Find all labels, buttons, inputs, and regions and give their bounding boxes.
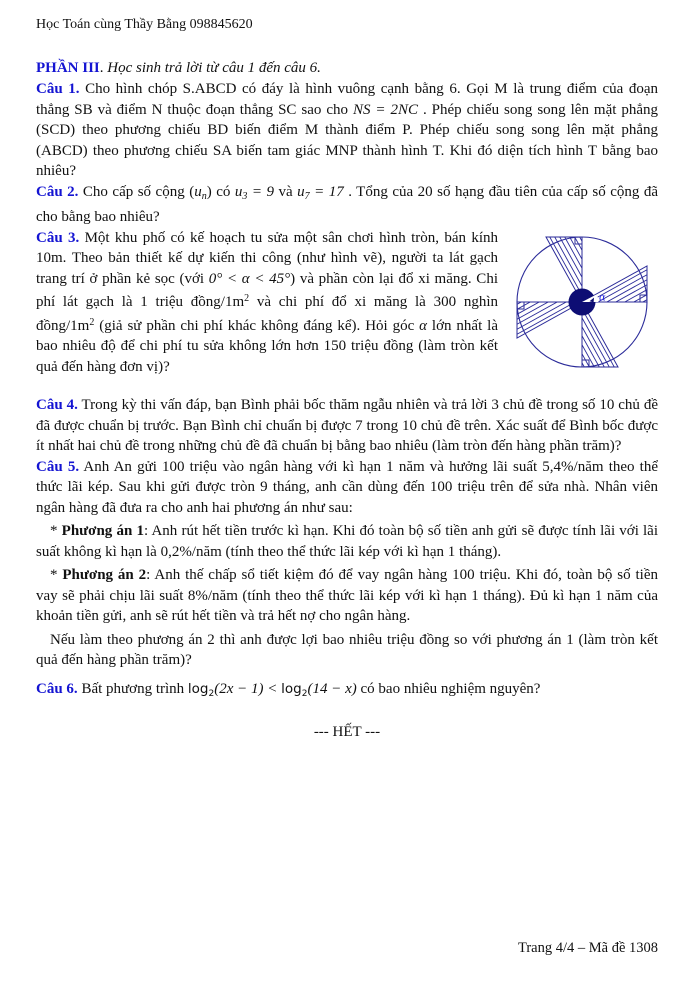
question-6 bbox=[36, 679, 658, 705]
u3-value: = 9 bbox=[247, 183, 274, 200]
question-3-text-3: và chi phí đổ xi măng là 300 nghìn đồng/1m bbox=[36, 294, 499, 334]
option-2-name: Phương án 2 bbox=[62, 567, 147, 583]
question-3-text: Một khu phố có kế hoạch tu sửa một sân chơi hình tròn, bán kính 10m. Theo bản thiết kế dự kiến thi công (như hình vẽ), người ta lát gạch trang trí ở phần kẻ sọc (với bbox=[36, 229, 498, 287]
question-2-text-3: và bbox=[273, 183, 298, 200]
square-meter-sup-2: 2 bbox=[89, 316, 95, 328]
question-3-text-2: ) và phần còn lại đổ xi măng. Chi phí lát gạch là 1 triệu đồng/1m bbox=[36, 270, 498, 310]
end-of-exam-marker bbox=[36, 722, 658, 743]
playground-circle-diagram bbox=[506, 228, 658, 378]
u3-subscript: 3 bbox=[242, 190, 248, 202]
end-text: --- HẾT --- bbox=[313, 724, 381, 740]
question-5-conclusion-text: Nếu làm theo phương án 2 thì anh được lợi bao nhiêu triệu đồng so với phương án 1 (làm tròn kết quả đến hàng phần trăm)? bbox=[36, 631, 658, 668]
question-2-label: Câu 2. bbox=[36, 183, 79, 200]
question-5-option-2 bbox=[36, 565, 658, 627]
question-5-intro: Anh An gửi 100 triệu vào ngân hàng với kì hạn 1 năm và hưởng lãi suất 5,4%/năm theo thể thức lãi kép. Sau khi gửi được tròn 9 tháng, anh cần dùng đến 100 triệu trên để sửa nhà. Nhân viên ngân hàng đã đưa ra cho anh hai phương án như sau: bbox=[36, 458, 658, 516]
question-5-conclusion bbox=[36, 630, 658, 671]
alpha-symbol: α bbox=[419, 317, 428, 334]
question-5 bbox=[36, 457, 658, 519]
alpha-label: α bbox=[599, 292, 606, 303]
part-title bbox=[36, 58, 658, 79]
option-1-bullet: * bbox=[50, 523, 62, 539]
page-number-info: Trang 4/4 – Mã đề 1308 bbox=[517, 940, 658, 956]
u7-variable: u bbox=[297, 183, 305, 200]
question-5-label: Câu 5. bbox=[36, 458, 80, 475]
right-angle-mark bbox=[517, 302, 524, 309]
question-1 bbox=[36, 79, 658, 182]
log-base: 2 bbox=[208, 688, 215, 699]
un-variable: u bbox=[194, 183, 202, 200]
page-footer bbox=[518, 938, 658, 959]
question-1-label: Câu 1. bbox=[36, 81, 80, 97]
question-2-text: Cho cấp số cộng ( bbox=[78, 183, 195, 200]
log-argument-2: (14 − x) bbox=[307, 680, 357, 697]
right-angle-mark bbox=[640, 295, 647, 302]
part-instruction: Học sinh trả lời từ câu 1 đến câu 6. bbox=[107, 60, 321, 76]
question-1-text: Cho hình chóp S.ABCD có đáy là hình vuông cạnh bằng 6. Gọi M là trung điểm của đoạn thẳng SB và điểm N thuộc đoạn thẳng SC sao cho bbox=[36, 81, 658, 118]
question-1-math: NS = 2NC bbox=[352, 101, 418, 118]
u3-variable: u bbox=[234, 183, 243, 200]
question-4-text: Trong kỳ thi vấn đáp, bạn Bình phải bốc thăm ngẫu nhiên và trả lời 3 chủ đề trong số 10 chủ đề đã được chuẩn bị trước. Bạn Bình chỉ chuẩn bị được 7 trong 10 chủ đề trên. Xác suất để Bình bốc được ít nhất hai chủ đề trong những chủ đề đã chuẩn bị bằng bao nhiêu (làm tròn đến hàng phần trăm)? bbox=[36, 397, 658, 454]
part-label: PHẦN III bbox=[36, 60, 100, 76]
question-6-text: Bất phương trình bbox=[77, 680, 188, 697]
u7-subscript: 7 bbox=[304, 190, 310, 202]
question-3-label: Câu 3. bbox=[36, 229, 80, 246]
question-2-text-2: ) có bbox=[206, 183, 235, 200]
option-2-bullet: * bbox=[50, 567, 63, 583]
square-meter-sup: 2 bbox=[244, 293, 250, 304]
un-subscript: n bbox=[201, 190, 207, 202]
log-function: log bbox=[187, 680, 209, 697]
option-1-name: Phương án 1 bbox=[61, 523, 144, 539]
page-header bbox=[36, 16, 658, 34]
question-6-label: Câu 6. bbox=[36, 680, 78, 697]
question-2 bbox=[36, 182, 658, 228]
header-text: Học Toán cùng Thầy Bằng 098845620 bbox=[36, 17, 253, 32]
alpha-range-math: 0° < α < 45° bbox=[208, 270, 291, 287]
question-3-block bbox=[36, 228, 658, 378]
question-6-text-2: có bao nhiêu nghiệm nguyên? bbox=[356, 680, 541, 697]
part-separator: . bbox=[99, 60, 108, 76]
question-2-text-4: . Tổng của 20 số hạng đầu tiên của cấp số cộng đã cho bằng bao nhiêu? bbox=[36, 183, 658, 225]
u7-value: = 17 bbox=[309, 183, 344, 200]
right-angle-mark bbox=[582, 360, 589, 367]
question-5-option-1 bbox=[36, 521, 658, 562]
log-argument-1: (2x − 1) < bbox=[214, 680, 282, 697]
circle-figure bbox=[506, 228, 658, 378]
option-1-text: : Anh rút hết tiền trước kì hạn. Khi đó toàn bộ số tiền anh gửi sẽ được tính lãi với lãi suất không kì hạn là 0,2%/năm (tính theo thể thức lãi kép với kì hạn 1 tháng). bbox=[36, 523, 659, 560]
question-1-text-2: . Phép chiếu song song lên mặt phẳng (SCD) theo phương chiếu BD biến điểm M thành điểm P. Phép chiếu song song lên mặt phẳng (ABCD) theo phương chiếu SA biến tam giác MNP thành hình T. Khi đó diện tích hình T bằng bao nhiêu? bbox=[36, 101, 659, 179]
question-4 bbox=[36, 395, 658, 457]
question-3-text-4: (giả sử phần chi phí khác không đáng kể). Hỏi góc bbox=[94, 317, 420, 334]
option-2-text: : Anh thế chấp sổ tiết kiệm đó để vay ngân hàng 100 triệu. Khi đó, toàn bộ số tiền vay sẽ phải chịu lãi suất 8%/năm (tính theo thể thức lãi kép với kì hạn 1 tháng). Đủ kì hạn 1 năm của khoản tiền gửi, anh sẽ rút hết tiền và trả hết nợ cho ngân hàng. bbox=[36, 567, 659, 624]
question-3-text-5: lớn nhất là bao nhiêu độ để chi phí tu sửa không lớn hơn 150 triệu đồng (làm tròn kết quả đến hàng đơn vị)? bbox=[36, 317, 498, 375]
right-angle-mark bbox=[575, 237, 582, 244]
log-function-2: log bbox=[281, 680, 302, 697]
question-4-label: Câu 4. bbox=[36, 397, 78, 413]
log-base-2: 2 bbox=[301, 688, 308, 699]
